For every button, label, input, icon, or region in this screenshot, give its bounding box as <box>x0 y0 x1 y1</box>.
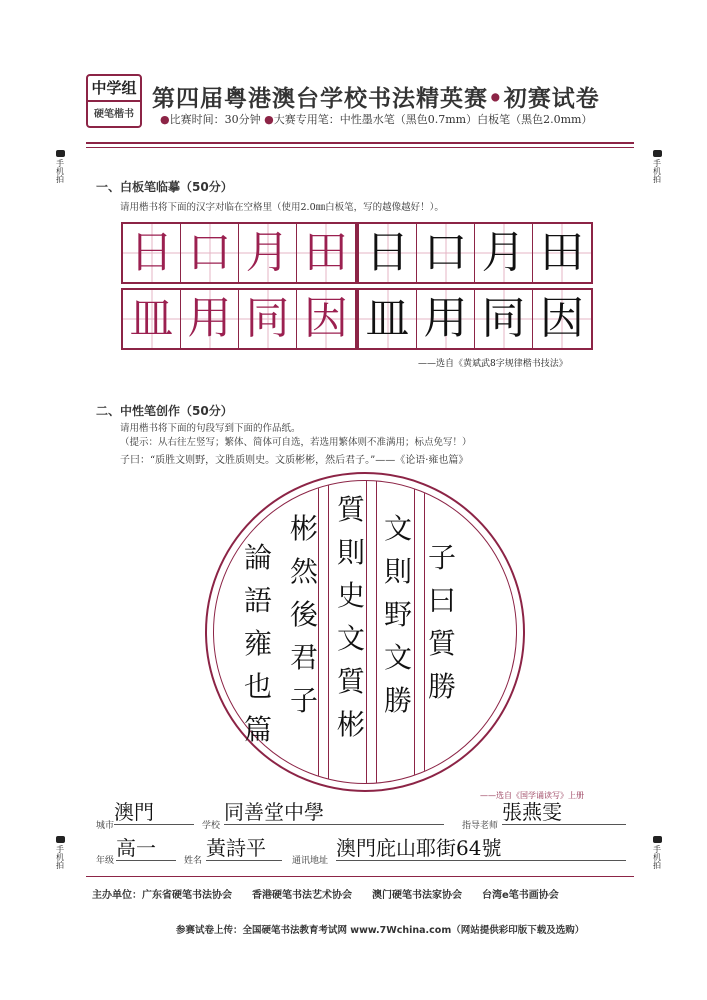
section2-instruction: 请用楷书将下面的句段写到下面的作品纸。 <box>120 423 301 434</box>
phone-photo-marker-tl: 手机拍 <box>50 150 70 186</box>
group-badge <box>86 74 142 128</box>
model-cell: 同 <box>239 290 297 348</box>
name-value: 黃詩平 <box>206 836 282 861</box>
section1-instruction: 请用楷书将下面的汉字对临在空格里（使用2.0㎜白板笔，写的越像越好！）。 <box>120 202 444 213</box>
exam-time: 比赛时间：30分钟 <box>169 113 261 126</box>
address-value: 澳門庇山耶街64號 <box>336 836 626 861</box>
copy-cell: 口 <box>417 224 475 282</box>
copy-cell: 用 <box>417 290 475 348</box>
model-cell: 皿 <box>123 290 181 348</box>
page-title: 第四届粤港澳台学校书法精英赛•初赛试卷 <box>152 85 600 112</box>
grid-row2-copy <box>357 288 593 350</box>
section2-title: 二、中性笔创作（50分） <box>96 404 233 418</box>
copy-cell: 月 <box>475 224 533 282</box>
organizers: 主办单位：广东省硬笔书法协会 香港硬笔书法艺术协会 澳门硬笔书法家协会 台湾e笔书画协会 <box>92 890 559 901</box>
grid-row1-copy <box>357 222 593 284</box>
artwork-column-5: 論 語 雍 也 篇 <box>243 541 272 746</box>
artwork-column-1: 子 曰 質 勝 <box>427 541 456 703</box>
grade-label: 年级 <box>96 856 115 866</box>
phone-photo-marker-tr: 手机拍 <box>647 150 667 186</box>
phone-icon <box>653 150 662 157</box>
city-label: 城市 <box>96 821 115 831</box>
phone-photo-marker-bl: 手机拍 <box>50 836 70 872</box>
copy-cell: 田 <box>533 224 591 282</box>
name-label: 姓名 <box>184 856 203 866</box>
exam-pen: 大赛专用笔：中性墨水笔（黑色0.7mm）白板笔（黑色2.0mm） <box>273 113 593 126</box>
school-value: 同善堂中學 <box>224 800 444 825</box>
exam-meta: ●比赛时间：30分钟 ●大赛专用笔：中性墨水笔（黑色0.7mm）白板笔（黑色2.0mm） <box>160 113 593 126</box>
phone-icon <box>56 150 65 157</box>
school-label: 学校 <box>202 821 221 831</box>
artwork-column-4: 彬 然 後 君 子 <box>289 512 318 717</box>
model-cell: 用 <box>181 290 239 348</box>
section2-source: ——选自《国学诵读写》上册 <box>480 791 584 800</box>
section1-title: 一、白板笔临摹（50分） <box>96 180 233 194</box>
address-label: 通讯地址 <box>292 856 329 866</box>
model-cell: 月 <box>239 224 297 282</box>
teacher-label: 指导老师 <box>462 821 499 831</box>
group-sub-label: 硬笔楷书 <box>94 109 134 120</box>
city-value: 澳門 <box>114 800 194 825</box>
phone-photo-marker-br: 手机拍 <box>647 836 667 872</box>
header-rule <box>86 142 634 144</box>
copy-cell: 日 <box>359 224 417 282</box>
copy-cell: 同 <box>475 290 533 348</box>
upload-info: 参赛试卷上传：全国硬笔书法教育考试网 www.7Wchina.com（网站提供彩印版下载及选购） <box>176 925 585 936</box>
group-label: 中学组 <box>88 76 140 102</box>
teacher-value: 張燕雯 <box>502 800 626 825</box>
model-cell: 口 <box>181 224 239 282</box>
grade-value: 高一 <box>116 836 176 861</box>
artwork-column-2: 文 則 野 文 勝 <box>383 512 412 717</box>
copy-cell: 因 <box>533 290 591 348</box>
section2-quote: 子曰：“质胜文则野，文胜质则史。文质彬彬，然后君子。”——《论语·雍也篇》 <box>120 455 469 466</box>
model-cell: 因 <box>297 290 355 348</box>
header-rule-thin <box>86 147 634 148</box>
model-cell: 日 <box>123 224 181 282</box>
grid-row1-model <box>121 222 357 284</box>
copy-cell: 皿 <box>359 290 417 348</box>
phone-icon <box>653 836 662 843</box>
phone-icon <box>56 836 65 843</box>
section1-source: ——选自《黄斌武8字规律楷书技法》 <box>418 359 568 369</box>
model-cell: 田 <box>297 224 355 282</box>
footer-rule <box>86 876 634 877</box>
artwork-column-3: 質 則 史 文 質 彬 <box>336 493 365 741</box>
section2-hint: （提示：从右往左竖写；繁体、简体可自选，若选用繁体则不准满用；标点免写！） <box>120 437 472 448</box>
grid-row2-model <box>121 288 357 350</box>
